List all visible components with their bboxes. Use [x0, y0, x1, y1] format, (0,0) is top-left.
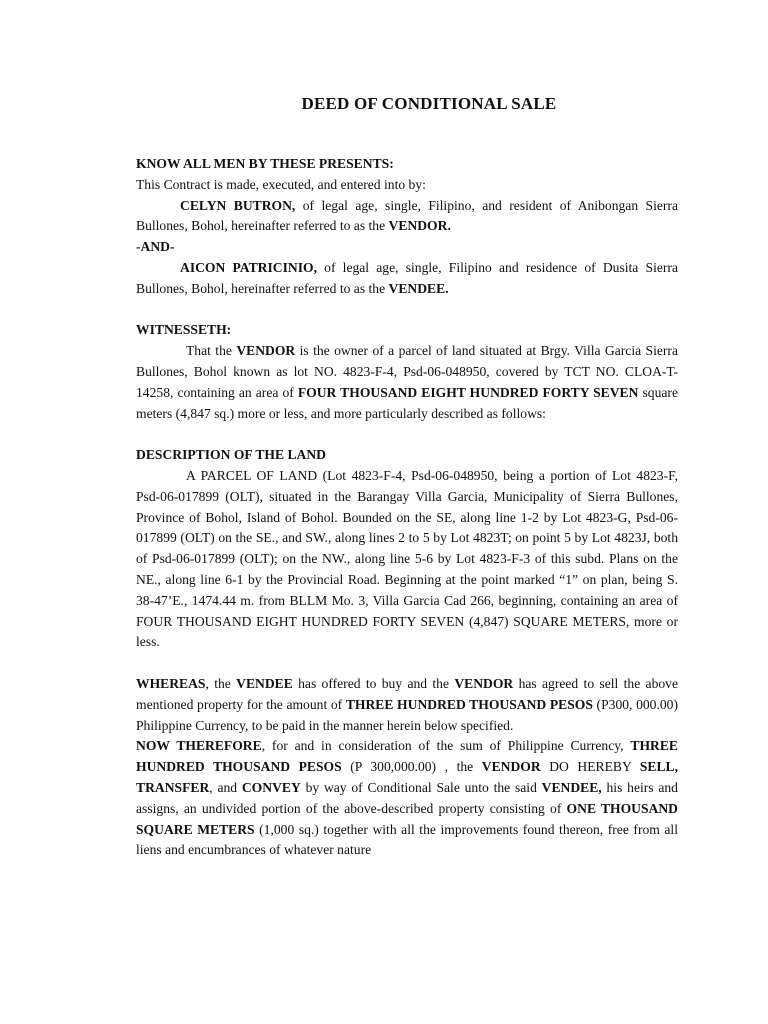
now-therefore-text-5: by way of Conditional Sale unto the said: [300, 779, 542, 795]
vendee-party-text: of legal age, single, Filipino and residence of Dusita Sierra Bullones, Bohol, hereinafter referred to as the: [136, 259, 678, 296]
whereas-label: WHEREAS: [136, 675, 206, 691]
witnesseth-heading: WITNESSETH:: [136, 322, 232, 338]
vendee-party-paragraph: [136, 258, 678, 300]
now-therefore-text-2: (P 300,000.00) , the: [341, 759, 482, 775]
witnesseth-text-2: is the owner of a parcel of land situated at Brgy. Villa Garcia Sierra Bullones, Bohol known as lot NO. 4823-F-4, Psd-06-048950, covered by TCT NO. CLOA-T-14258, containing an area of: [136, 343, 678, 400]
document-title: DEED OF CONDITIONAL SALE: [301, 94, 557, 113]
now-therefore-label: NOW THEREFORE: [136, 738, 262, 754]
now-therefore-paragraph: [136, 736, 678, 861]
whereas-text-3: has agreed to sell the above mentioned property for the amount of: [136, 675, 678, 712]
witnesseth-vendor: VENDOR: [236, 343, 296, 359]
now-therefore-text-3: DO HEREBY: [540, 759, 640, 775]
witnesseth-text-3: square meters (4,847 sq.) more or less, and more particularly described as follows:: [136, 384, 678, 421]
now-therefore-sell-transfer: SELL, TRANSFER: [136, 759, 679, 795]
and-separator: -AND-: [136, 239, 175, 255]
witnesseth-paragraph: [136, 341, 678, 424]
vendor-role: VENDOR.: [388, 218, 451, 234]
now-therefore-text-6: his heirs and assigns, an undivided portion of the above-described property consisting of: [136, 779, 678, 816]
whereas-vendor: VENDOR: [454, 675, 514, 691]
witnesseth-text-1: That the: [186, 343, 237, 359]
now-therefore-amount-words: THREE HUNDRED THOUSAND PESOS: [136, 738, 678, 775]
now-therefore-vendee: VENDEE,: [541, 779, 602, 795]
now-therefore-area-words: ONE THOUSAND SQUARE METERS: [136, 800, 678, 837]
intro-line: This Contract is made, executed, and entered into by:: [136, 176, 426, 192]
vendor-party-paragraph: [136, 196, 678, 238]
description-heading: DESCRIPTION OF THE LAND: [136, 447, 326, 463]
now-therefore-text-4: , and: [209, 779, 242, 795]
vendor-party-text: of legal age, single, Filipino, and resident of Anibongan Sierra Bullones, Bohol, hereinafter referred to as the: [136, 197, 678, 234]
witnesseth-area-words: FOUR THOUSAND EIGHT HUNDRED FORTY SEVEN: [297, 384, 639, 400]
now-therefore-text-7: (1,000 sq.) together with all the improvements found thereon, free from all liens and encumbrances of whatever nature: [136, 821, 678, 858]
whereas-paragraph: [136, 674, 678, 736]
now-therefore-convey: CONVEY: [241, 779, 301, 795]
whereas-amount-words: THREE HUNDRED THOUSAND PESOS: [345, 696, 593, 712]
vendee-name: AICON PATRICINIO,: [180, 259, 317, 275]
vendee-role: VENDEE.: [388, 280, 449, 296]
whereas-text-2: has offered to buy and the: [292, 675, 455, 691]
intro-heading: KNOW ALL MEN BY THESE PRESENTS:: [136, 156, 394, 171]
now-therefore-text-1: , for and in consideration of the sum of Philippine Currency,: [261, 738, 631, 754]
description-paragraph: A PARCEL OF LAND (Lot 4823-F-4, Psd-06-048950, being a portion of Lot 4823-F, Psd-06-017899 (OLT), situated in the Barangay Villa Garcia, Municipality of Sierra Bullones, Province of Bohol, Island of Bohol. Bounded on the SE, along line 1-2 by Lot 4823-G, Psd-06-017899 (OLT) on the SE., and SW., along lines 2 to 5 by Lot 4823T; on point 5 by Lot 4823J, both of Psd-06-017899 (OLT); on the NW., along line 5-6 by Lot 4823-F-3 of this subd. Plans on the NE., along line 6-1 by the Provincial Road. Beginning at the point marked “1” on plan, being S. 38-47’E., 1474.44 m. from BLLM Mo. 3, Villa Garcia Cad 266, beginning, containing an area of FOUR THOUSAND EIGHT HUNDRED FORTY SEVEN (4,847) SQUARE METERS, more or less.: [136, 467, 678, 650]
whereas-text-1: , the: [205, 675, 237, 691]
whereas-vendee: VENDEE: [236, 675, 293, 691]
now-therefore-vendor: VENDOR: [481, 759, 541, 775]
vendor-name: CELYN BUTRON,: [180, 197, 296, 213]
whereas-text-4: (P300, 000.00) Philippine Currency, to be paid in the manner herein below specified.: [136, 696, 678, 733]
